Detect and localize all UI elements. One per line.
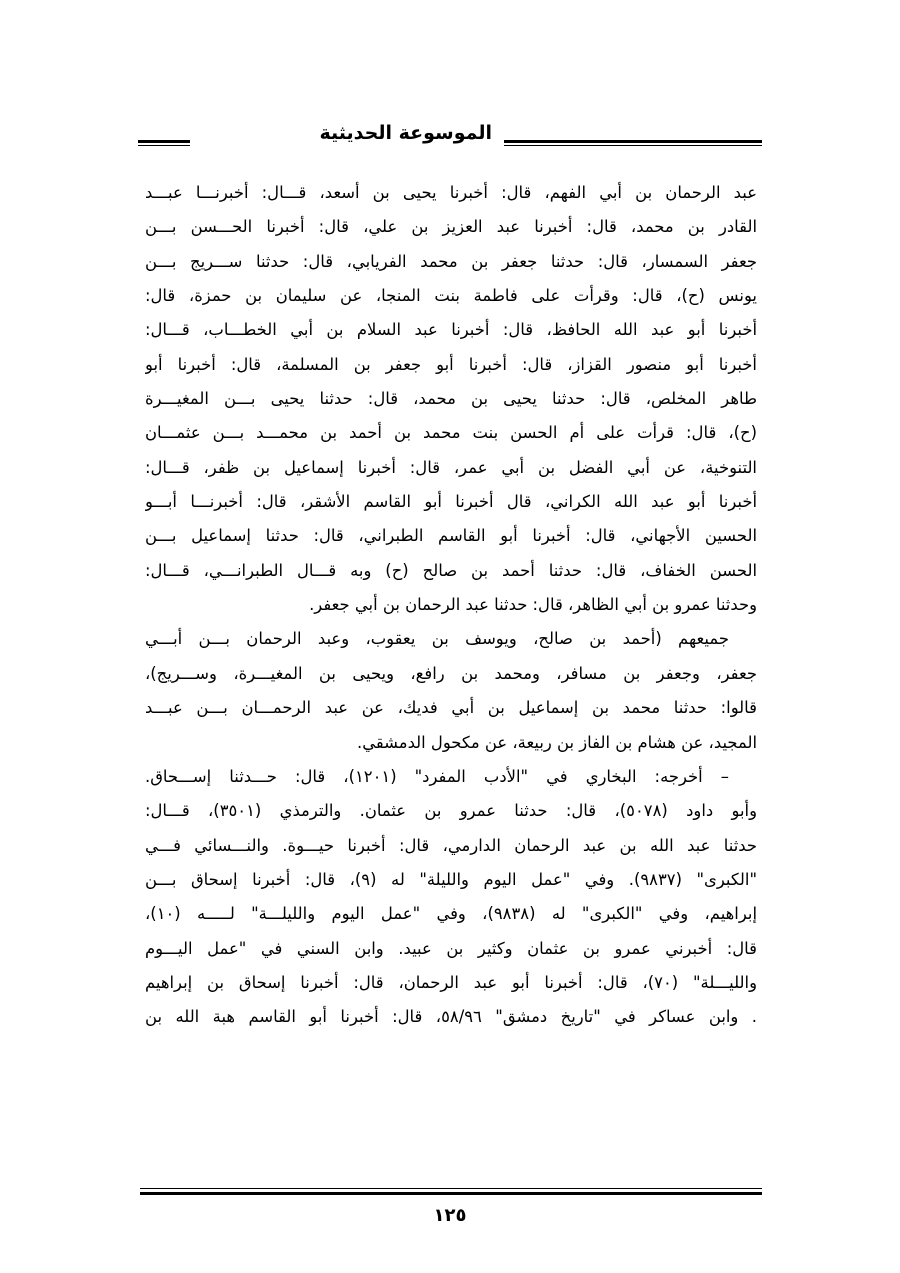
text-line: يونس (ح)، قال: وقرأت على فاطمة بنت المنجا، عن سليمان بن حمزة، قال:	[145, 286, 757, 306]
text-line: وحدثنا عمرو بن أبي الظاهر، قال: حدثنا عبد الرحمان بن أبي جعفر.	[309, 595, 757, 615]
text-line: الحسن الخفاف، قال: حدثنا أحمد بن صالح (ح) وبه قـــال الطبرانـــي، قـــال:	[145, 560, 757, 580]
text-line: وأبو داود (٥٠٧٨)، قال: حدثنا عمرو بن عثمان. والترمذي (٣٥٠١)، قـــال:	[145, 801, 757, 821]
paragraph-jamiuhum	[145, 622, 757, 759]
running-header	[138, 118, 762, 158]
text-line: أخبرنا أبو عبد الله الكراني، قال أخبرنا أبو القاسم الأشقر، قال: أخبرنـــا أبـــو	[145, 492, 757, 512]
text-line: (ح)، قال: قرأت على أم الحسن بنت محمد بن أحمد بن محمـــد بـــن عثمـــان	[145, 423, 757, 443]
page-number: ١٢٥	[433, 1205, 467, 1226]
header-rule-left	[138, 140, 190, 146]
header-title: الموسوعة الحديثية	[319, 122, 492, 144]
text-line: جميعهم (أحمد بن صالح، ويوسف بن يعقوب، وعبد الرحمان بـــن أبـــي	[145, 629, 729, 649]
text-line: عبد الرحمان بن أبي الفهم، قال: أخبرنا يحيى بن أسعد، قـــال: أخبرنـــا عبـــد	[145, 183, 757, 202]
text-line: قال: أخبرني عمرو بن عثمان وكثير بن عبيد. وابن السني في "عمل اليـــوم	[145, 938, 757, 958]
text-line: جعفر، وجعفر بن مسافر، ومحمد بن رافع، ويحيى بن المغيـــرة، وســـريج)،	[145, 663, 757, 683]
text-line: القادر بن محمد، قال: أخبرنا عبد العزيز بن علي، قال: أخبرنا الحـــسن بـــن	[145, 217, 757, 237]
text-line: أخبرنا أبو منصور القزاز، قال: أخبرنا أبو جعفر بن المسلمة، قال: أخبرنا أبو	[145, 354, 757, 374]
text-line: حدثنا عبد الله بن عبد الرحمان الدارمي، قال: أخبرنا حيـــوة. والنـــسائي فـــي	[145, 835, 757, 855]
text-line: – أخرجه: البخاري في "الأدب المفرد" (١٢٠١)، قال: حـــدثنا إســـحاق.	[145, 766, 729, 786]
text-line: التنوخية، عن أبي الفضل بن أبي عمر، قال: أخبرنا إسماعيل بن ظفر، قـــال:	[145, 457, 757, 477]
text-line: طاهر المخلص، قال: حدثنا يحيى بن محمد، قال: حدثنا يحيى بـــن المغيـــرة	[145, 389, 757, 409]
text-line: قالوا: حدثنا محمد بن إسماعيل بن أبي فديك، عن عبد الرحمـــان بـــن عبـــد	[145, 698, 757, 718]
text-line: الحسين الأجهاني، قال: أخبرنا أبو القاسم الطبراني، قال: حدثنا إسماعيل بـــن	[145, 526, 757, 546]
text-line: إبراهيم، وفي "الكبرى" له (٩٨٣٨)، وفي "عمل اليوم والليلـــة" لـــــه (١٠)،	[145, 904, 757, 924]
text-line: والليـــلة" (٧٠)، قال: أخبرنا أبو عبد الرحمان، قال: أخبرنا إسحاق بن إبراهيم	[145, 972, 757, 992]
text-line: أخبرنا أبو عبد الله الحافظ، قال: أخبرنا عبد السلام بن أبي الخطـــاب، قـــال:	[145, 320, 757, 340]
text-line: . وابن عساكر في "تاريخ دمشق" ٥٨/٩٦، قال: أخبرنا أبو القاسم هبة الله بن	[145, 1007, 757, 1027]
text-line: "الكبرى" (٩٨٣٧). وفي "عمل اليوم والليلة" له (٩)، قال: أخبرنا إسحاق بـــن	[145, 869, 757, 889]
paragraph-isnad	[145, 176, 757, 622]
paragraph-takhrij	[145, 760, 757, 1035]
footer-rule	[140, 1188, 762, 1195]
body-text	[145, 176, 757, 1035]
text-line: المجيد، عن هشام بن الفاز بن ربيعة، عن مكحول الدمشقي.	[357, 732, 757, 752]
text-line: جعفر السمسار، قال: حدثنا جعفر بن محمد الفريابي، قال: حدثنا ســـريج بـــن	[145, 251, 757, 271]
header-rule-right	[504, 140, 762, 146]
